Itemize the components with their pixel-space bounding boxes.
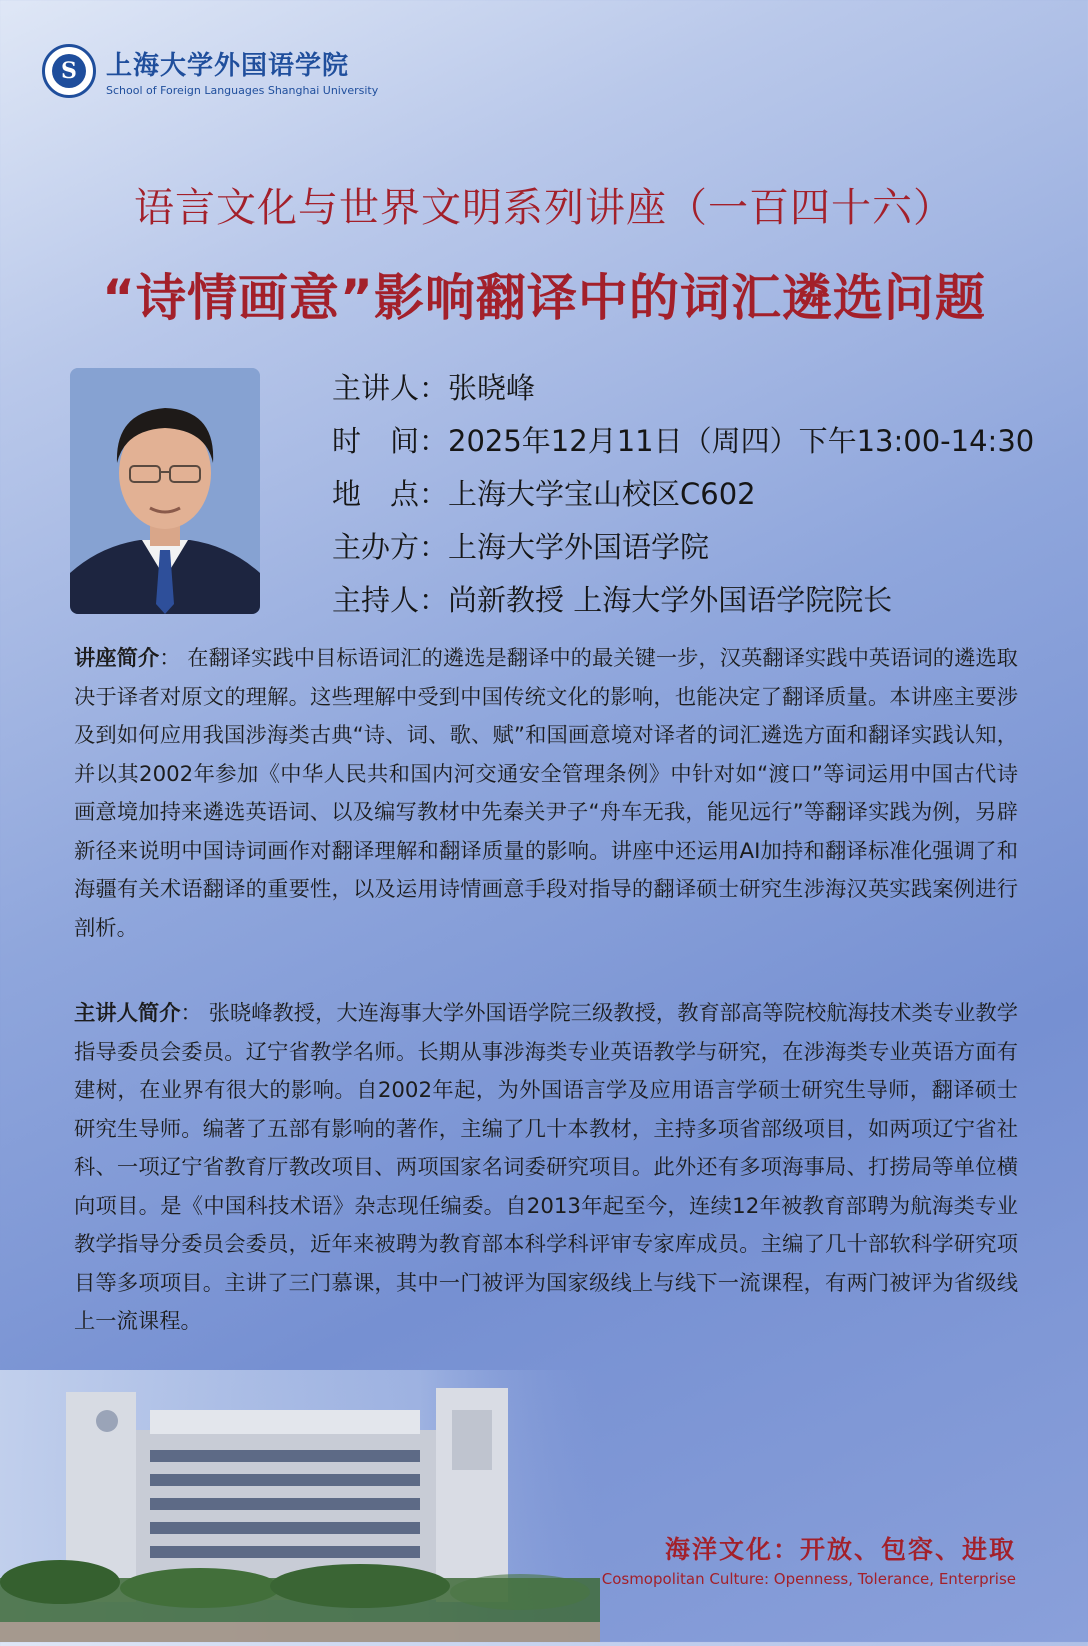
lecture-introduction [74,640,1018,948]
logo-name-cn: 上海大学外国语学院 [106,51,350,81]
lecture-series-title: 语言文化与世界文明系列讲座（一百四十六） [134,185,954,231]
info-speaker: 主讲人：张晓峰 [332,371,536,405]
university-seal-icon: S [42,44,96,98]
speaker-intro-text: ： 张晓峰教授，大连海事大学外国语学院三级教授，教育部高等院校航海技术类专业教学指导委员会委员。辽宁省教学名师。长期从事涉海类专业英语教学与研究，在涉海类专业英语方面有建树，在业界有很大的影响。自2002年起，为外国语言学及应用语言学硕士研究生导师，翻译硕士研究生导师。编著了五部有影响的著作，主编了几十本教材，主持多项省部级项目，如两项辽宁省社科、一项辽宁省教育厅教改项目、两项国家名词委研究项目。此外还有多项海事局、打捞局等单位横向项目。是《中国科技术语》杂志现任编委。自2013年起至今，连续12年被教育部聘为航海类专业教学指导分委员会委员，近年来被聘为教育部本科学科评审专家库成员。主编了几十部软科学研究项目等多项项目。主讲了三门慕课，其中一门被评为国家级线上与线下一流课程，有两门被评为省级线上一流课程。 [74,1001,1018,1334]
logo-name-en: School of Foreign Languages Shanghai University [106,84,379,97]
lecture-intro-text: ： 在翻译实践中目标语词汇的遴选是翻译中的最关键一步，汉英翻译实践中英语词的遴选取决于译者对原文的理解。这些理解中受到中国传统文化的影响，也能决定了翻译质量。本讲座主要涉及到如何应用我国涉海类古典“诗、词、歌、赋”和国画意境对译者的词汇遴选方面和翻译实践认知，并以其2002年参加《中华人民共和国内河交通安全管理条例》中针对如“渡口”等词运用中国古代诗画意境加持来遴选英语词、以及编写教材中先秦关尹子“舟车无我，能见远行”等翻译实践为例，另辟新径来说明中国诗词画作对翻译理解和翻译质量的影响。讲座中还运用AI加持和翻译标准化强调了和海疆有关术语翻译的重要性，以及运用诗情画意手段对指导的翻译硕士研究生涉海汉英实践案例进行剖析。 [74,646,1018,941]
campus-building-image [0,1370,600,1642]
speaker-introduction [74,995,1018,1342]
info-time: 时 间：2025年12月11日（周四）下午13:00-14:30 [332,424,1035,458]
school-logo [42,44,378,98]
motto-en: Cosmopolitan Culture: Openness, Tolerance, Enterprise [601,1570,1016,1588]
lecture-intro-label: 讲座简介 [74,646,160,671]
speaker-photo [70,368,260,614]
speaker-intro-label: 主讲人简介 [74,1001,181,1026]
motto-cn: 海洋文化：开放、包容、进取 [664,1535,1016,1564]
lecture-info [332,362,1034,627]
lecture-title: “诗情画意”影响翻译中的词汇遴选问题 [102,269,986,327]
info-organizer: 主办方：上海大学外国语学院 [332,530,710,564]
info-place: 地 点：上海大学宝山校区C602 [332,477,756,511]
school-motto [602,1530,1016,1588]
info-host: 主持人：尚新教授 上海大学外国语学院院长 [332,583,893,617]
